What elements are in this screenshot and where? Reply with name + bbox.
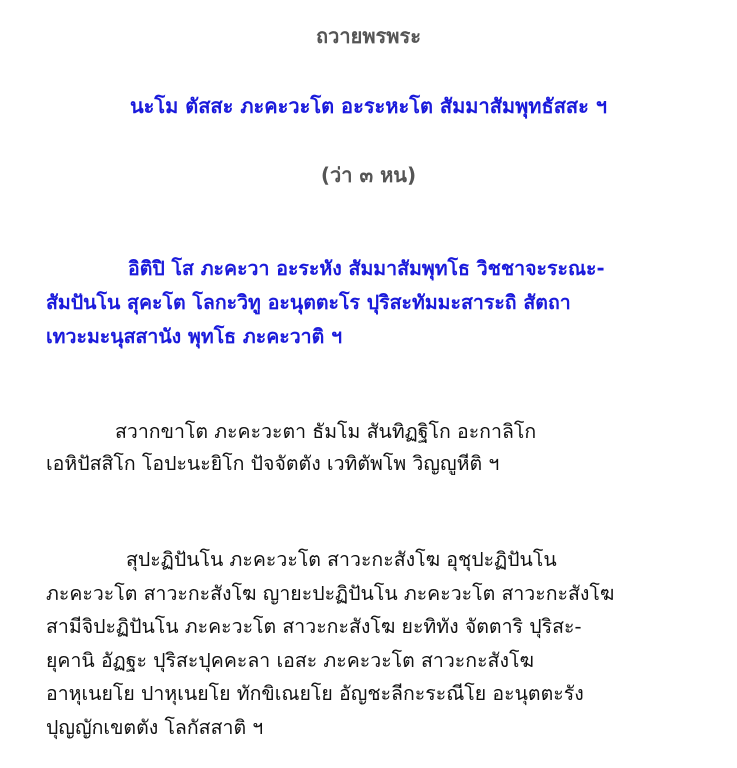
buddha-verse-line: อิติปิ โส ภะคะวา อะระหัง สัมมาสัมพุทโธ วิชชาจะระณะ- [128, 257, 605, 280]
buddha-verse [46, 252, 706, 354]
sangha-verse-line: อาหุเนยโย ปาหุเนยโย ทักขิเณยโย อัญชะลีกะระณีโย อะนุตตะรัง [46, 682, 584, 706]
sangha-verse-line: สามีจิปะฏิปันโน ภะคะวะโต สาวะกะสังโฆ ยะทิทัง จัตตาริ ปุริสะ- [46, 615, 582, 639]
sangha-verse-line: ภะคะวะโต สาวะกะสังโฆ ญายะปะฏิปันโน ภะคะวะโต สาวะกะสังโฆ [46, 581, 615, 605]
sangha-verse-line: ยุคานิ อัฏฐะ ปุริสะปุคคะลา เอสะ ภะคะวะโต สาวะกะสังโฆ [46, 648, 534, 672]
page-title: ถวายพรพระ [316, 24, 421, 48]
dhamma-verse-line: สวากขาโต ภะคะวะตา ธัมโม สันทิฏฐิโก อะกาลิโก [115, 420, 537, 443]
dhamma-verse [46, 416, 706, 480]
sangha-verse-line: สุปะฏิปันโน ภะคะวะโต สาวะกะสังโฆ อุชุปะฏิปันโน [126, 548, 557, 571]
dhamma-verse-line: เอหิปัสสิโก โอปะนะยิโก ปัจจัตตัง เวทิตัพโพ วิญญูหีติ ฯ [46, 452, 500, 475]
repeat-instruction: (ว่า ๓ หน) [320, 163, 417, 187]
sangha-verse-line: ปุญญักเขตตัง โลกัสสาติ ฯ [46, 715, 264, 739]
namo-homage-line: นะโม ตัสสะ ภะคะวะโต อะระหะโต สัมมาสัมพุทธัสสะ ฯ [129, 94, 608, 118]
buddha-verse-line: เทวะมะนุสสานัง พุทโธ ภะคะวาติ ฯ [46, 325, 343, 348]
sangha-verse [46, 543, 706, 745]
buddha-verse-line: สัมปันโน สุคะโต โลกะวิทู อะนุตตะโร ปุริสะทัมมะสาระถิ สัตถา [46, 291, 571, 314]
